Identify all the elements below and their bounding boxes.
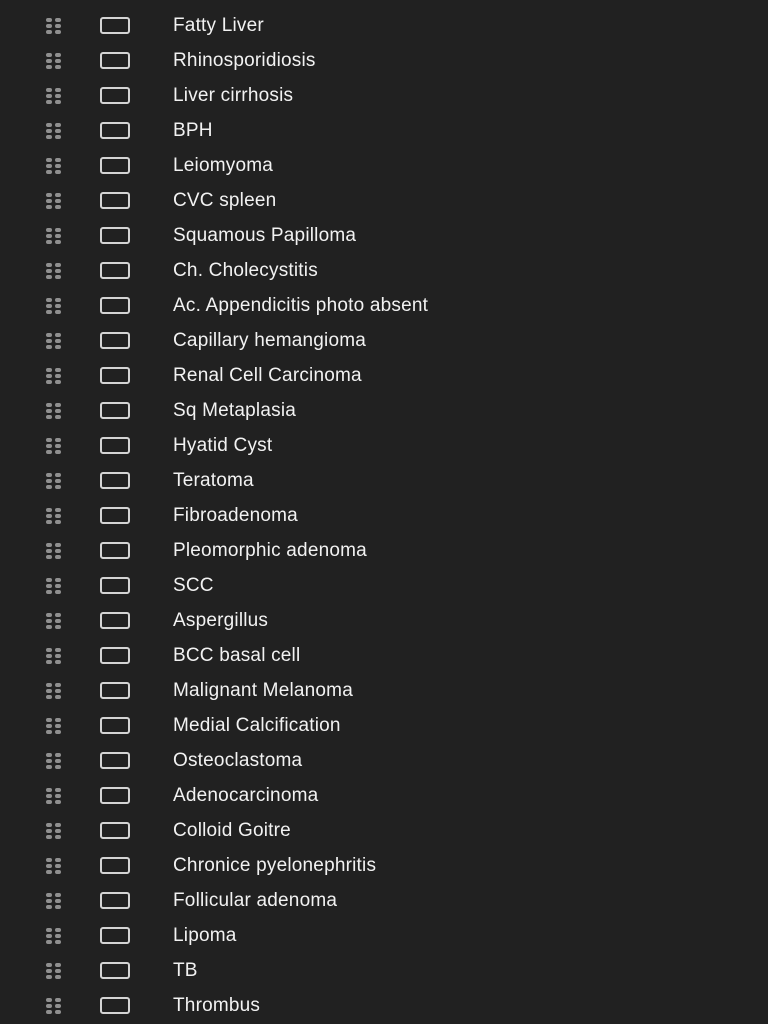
list-item[interactable] bbox=[0, 253, 768, 288]
item-checkbox[interactable] bbox=[100, 472, 130, 489]
drag-handle-icon[interactable] bbox=[46, 333, 66, 349]
item-checkbox[interactable] bbox=[100, 157, 130, 174]
item-checkbox[interactable] bbox=[100, 227, 130, 244]
item-label: Squamous Papilloma bbox=[173, 225, 357, 246]
item-label: Chronice pyelonephritis bbox=[173, 855, 377, 876]
item-checkbox[interactable] bbox=[100, 927, 130, 944]
item-checkbox[interactable] bbox=[100, 892, 130, 909]
item-checkbox[interactable] bbox=[100, 402, 130, 419]
item-checkbox[interactable] bbox=[100, 752, 130, 769]
list-item[interactable] bbox=[0, 463, 768, 498]
drag-handle-icon[interactable] bbox=[46, 613, 66, 629]
item-label: SCC bbox=[173, 575, 214, 596]
item-checkbox[interactable] bbox=[100, 262, 130, 279]
list-item[interactable] bbox=[0, 148, 768, 183]
item-checkbox[interactable] bbox=[100, 122, 130, 139]
item-checkbox[interactable] bbox=[100, 437, 130, 454]
item-checkbox[interactable] bbox=[100, 962, 130, 979]
list-item[interactable] bbox=[0, 533, 768, 568]
item-label: TB bbox=[173, 960, 198, 981]
list-item[interactable] bbox=[0, 393, 768, 428]
item-checkbox[interactable] bbox=[100, 332, 130, 349]
item-checkbox[interactable] bbox=[100, 857, 130, 874]
drag-handle-icon[interactable] bbox=[46, 823, 66, 839]
item-label: Lipoma bbox=[173, 925, 237, 946]
drag-handle-icon[interactable] bbox=[46, 858, 66, 874]
item-checkbox[interactable] bbox=[100, 822, 130, 839]
list-item[interactable] bbox=[0, 813, 768, 848]
item-checkbox[interactable] bbox=[100, 542, 130, 559]
item-label: BCC basal cell bbox=[173, 645, 301, 666]
item-label: Colloid Goitre bbox=[173, 820, 291, 841]
list-item[interactable] bbox=[0, 358, 768, 393]
list-item[interactable] bbox=[0, 288, 768, 323]
drag-handle-icon[interactable] bbox=[46, 438, 66, 454]
item-label: Hyatid Cyst bbox=[173, 435, 273, 456]
item-label: Ac. Appendicitis photo absent bbox=[173, 295, 429, 316]
drag-handle-icon[interactable] bbox=[46, 578, 66, 594]
item-label: Thrombus bbox=[173, 995, 261, 1016]
list-item[interactable] bbox=[0, 78, 768, 113]
list-item[interactable] bbox=[0, 708, 768, 743]
item-label: Sq Metaplasia bbox=[173, 400, 297, 421]
drag-handle-icon[interactable] bbox=[46, 473, 66, 489]
item-label: Pleomorphic adenoma bbox=[173, 540, 367, 561]
item-label: BPH bbox=[173, 120, 213, 141]
drag-handle-icon[interactable] bbox=[46, 123, 66, 139]
item-label: Leiomyoma bbox=[173, 155, 274, 176]
item-label: Teratoma bbox=[173, 470, 254, 491]
item-label: Liver cirrhosis bbox=[173, 85, 294, 106]
item-checkbox[interactable] bbox=[100, 997, 130, 1014]
drag-handle-icon[interactable] bbox=[46, 893, 66, 909]
list-item[interactable] bbox=[0, 568, 768, 603]
item-label: Fibroadenoma bbox=[173, 505, 298, 526]
list-item[interactable] bbox=[0, 8, 768, 43]
list-item[interactable] bbox=[0, 498, 768, 533]
item-checkbox[interactable] bbox=[100, 367, 130, 384]
list-item[interactable] bbox=[0, 988, 768, 1023]
item-checkbox[interactable] bbox=[100, 297, 130, 314]
drag-handle-icon[interactable] bbox=[46, 88, 66, 104]
list-item[interactable] bbox=[0, 113, 768, 148]
list-item[interactable] bbox=[0, 638, 768, 673]
item-label: Fatty Liver bbox=[173, 15, 264, 36]
item-checkbox[interactable] bbox=[100, 577, 130, 594]
list-item[interactable] bbox=[0, 323, 768, 358]
list-item[interactable] bbox=[0, 218, 768, 253]
list-item[interactable] bbox=[0, 848, 768, 883]
drag-handle-icon[interactable] bbox=[46, 53, 66, 69]
item-checkbox[interactable] bbox=[100, 87, 130, 104]
item-label: Adenocarcinoma bbox=[173, 785, 319, 806]
drag-handle-icon[interactable] bbox=[46, 998, 66, 1014]
list-item[interactable] bbox=[0, 43, 768, 78]
item-label: Follicular adenoma bbox=[173, 890, 338, 911]
item-label: Medial Calcification bbox=[173, 715, 341, 736]
item-checkbox[interactable] bbox=[100, 717, 130, 734]
item-checkbox[interactable] bbox=[100, 612, 130, 629]
item-label: Capillary hemangioma bbox=[173, 330, 367, 351]
list-item[interactable] bbox=[0, 953, 768, 988]
list-item[interactable] bbox=[0, 428, 768, 463]
item-label: Renal Cell Carcinoma bbox=[173, 365, 362, 386]
item-checkbox[interactable] bbox=[100, 787, 130, 804]
item-checkbox[interactable] bbox=[100, 192, 130, 209]
drag-handle-icon[interactable] bbox=[46, 718, 66, 734]
drag-handle-icon[interactable] bbox=[46, 543, 66, 559]
list-item[interactable] bbox=[0, 673, 768, 708]
drag-handle-icon[interactable] bbox=[46, 263, 66, 279]
drag-handle-icon[interactable] bbox=[46, 403, 66, 419]
list-item[interactable] bbox=[0, 778, 768, 813]
drag-handle-icon[interactable] bbox=[46, 228, 66, 244]
item-checkbox[interactable] bbox=[100, 682, 130, 699]
item-checkbox[interactable] bbox=[100, 52, 130, 69]
drag-handle-icon[interactable] bbox=[46, 18, 66, 34]
item-label: CVC spleen bbox=[173, 190, 277, 211]
item-checkbox[interactable] bbox=[100, 17, 130, 34]
item-checkbox[interactable] bbox=[100, 647, 130, 664]
list-item[interactable] bbox=[0, 183, 768, 218]
list-item[interactable] bbox=[0, 918, 768, 953]
drag-handle-icon[interactable] bbox=[46, 193, 66, 209]
item-label: Ch. Cholecystitis bbox=[173, 260, 318, 281]
item-checkbox[interactable] bbox=[100, 507, 130, 524]
drag-handle-icon[interactable] bbox=[46, 788, 66, 804]
drag-handle-icon[interactable] bbox=[46, 648, 66, 664]
drag-handle-icon[interactable] bbox=[46, 368, 66, 384]
list-item[interactable] bbox=[0, 603, 768, 638]
drag-handle-icon[interactable] bbox=[46, 683, 66, 699]
list-item[interactable] bbox=[0, 883, 768, 918]
list-item[interactable] bbox=[0, 743, 768, 778]
item-label: Aspergillus bbox=[173, 610, 269, 631]
drag-handle-icon[interactable] bbox=[46, 508, 66, 524]
item-label: Rhinosporidiosis bbox=[173, 50, 316, 71]
item-label: Malignant Melanoma bbox=[173, 680, 353, 701]
drag-handle-icon[interactable] bbox=[46, 963, 66, 979]
drag-handle-icon[interactable] bbox=[46, 298, 66, 314]
item-label: Osteoclastoma bbox=[173, 750, 303, 771]
drag-handle-icon[interactable] bbox=[46, 753, 66, 769]
drag-handle-icon[interactable] bbox=[46, 928, 66, 944]
drag-handle-icon[interactable] bbox=[46, 158, 66, 174]
